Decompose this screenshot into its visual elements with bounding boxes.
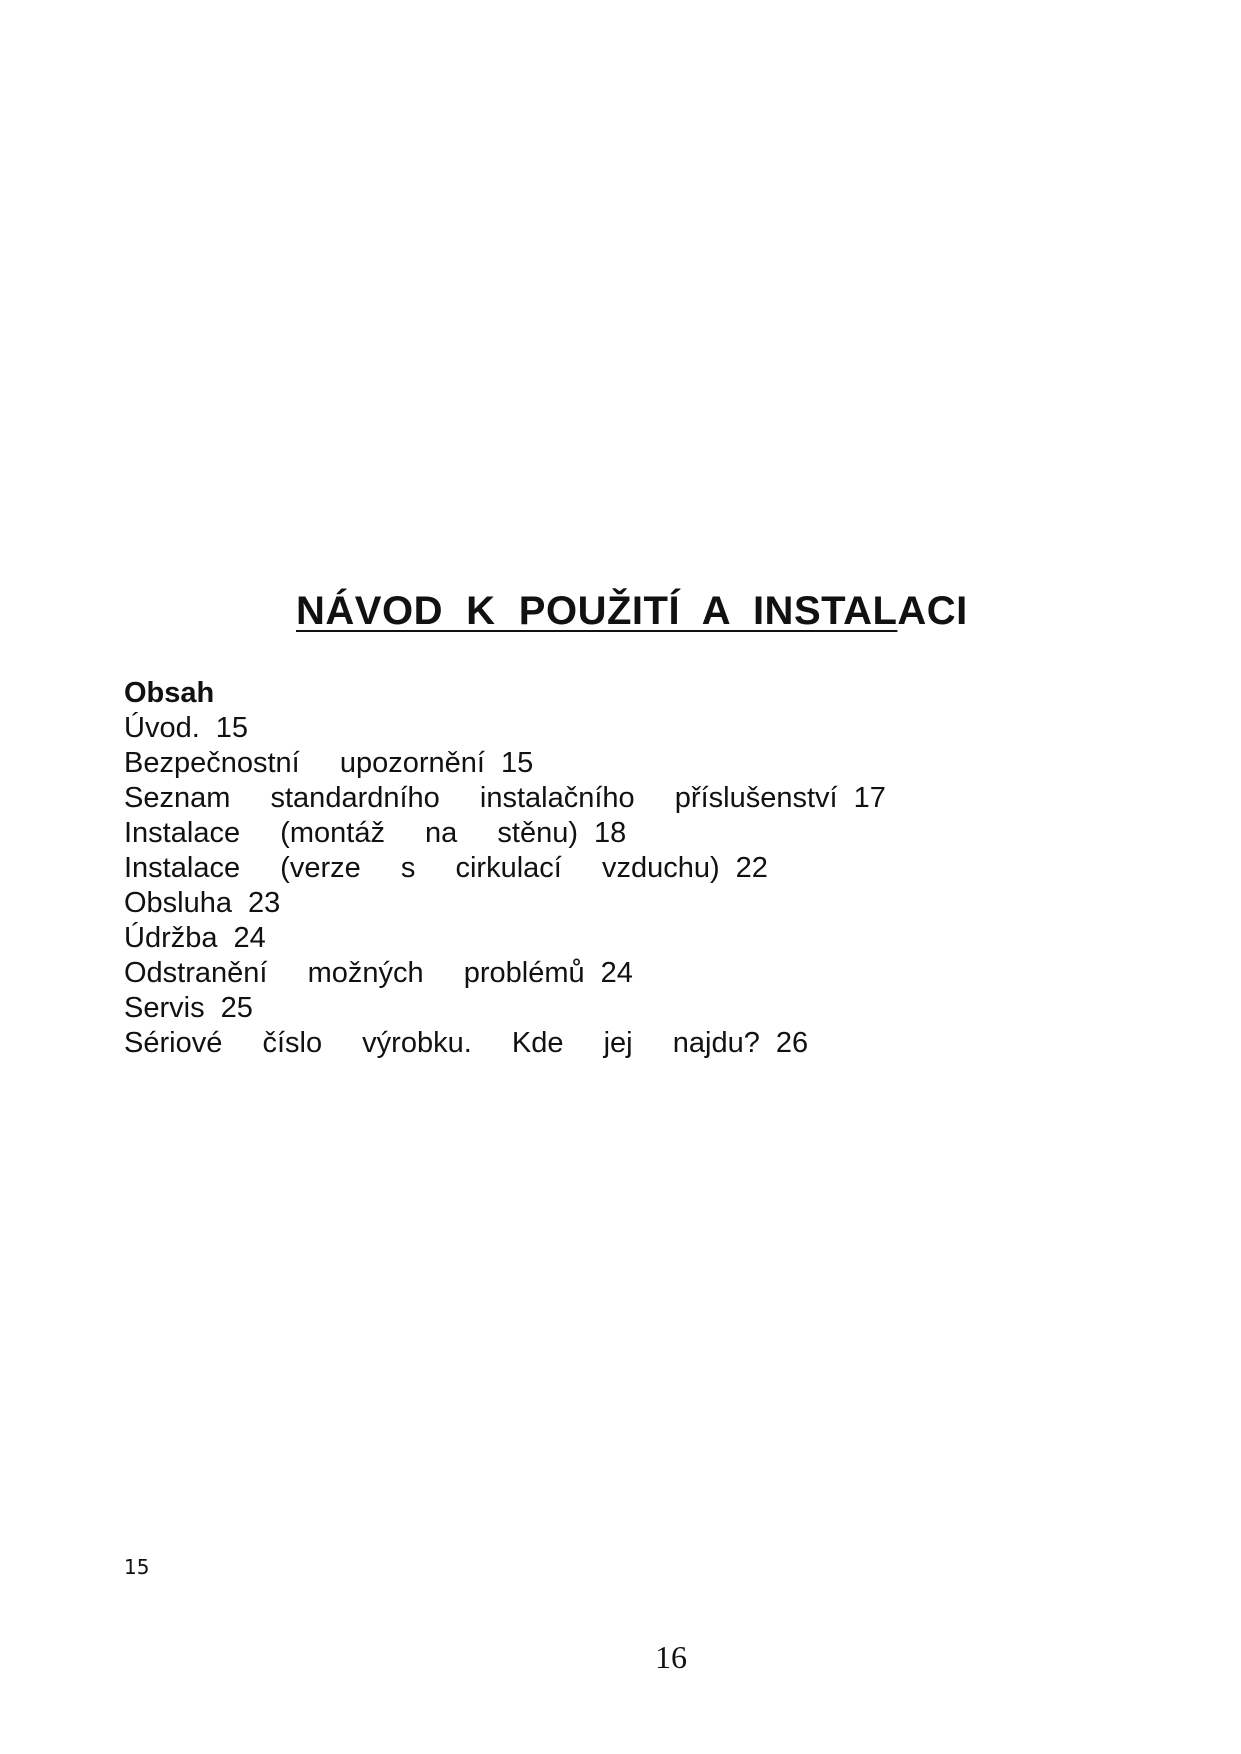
toc-item-label: Instalace (montáž na stěnu) bbox=[124, 817, 579, 849]
toc-item-page: 17 bbox=[853, 782, 886, 814]
toc-item-page: 24 bbox=[233, 922, 266, 954]
toc-item-page: 24 bbox=[600, 957, 633, 989]
toc-item-page: 22 bbox=[735, 852, 768, 884]
toc-item-label: Sériové číslo výrobku. Kde jej najdu? bbox=[124, 1027, 760, 1059]
toc-item bbox=[124, 816, 886, 851]
toc-item bbox=[124, 991, 886, 1026]
toc-item bbox=[124, 886, 886, 921]
toc-item bbox=[124, 956, 886, 991]
toc-item-label: Seznam standardního instalačního příslušenství bbox=[124, 782, 838, 814]
toc-item-label: Obsluha bbox=[124, 887, 233, 919]
toc-item bbox=[124, 781, 886, 816]
toc-item-label: Servis bbox=[124, 992, 205, 1024]
toc-item-page: 26 bbox=[775, 1027, 809, 1059]
toc-item-page: 23 bbox=[248, 887, 281, 919]
toc-item bbox=[124, 1026, 886, 1061]
page-title bbox=[296, 587, 968, 635]
toc-item-label: Úvod. bbox=[124, 712, 200, 744]
toc-item bbox=[124, 746, 886, 781]
toc-item-label: Bezpečnostní upozornění bbox=[124, 747, 485, 779]
page-number: 16 bbox=[655, 1639, 687, 1675]
toc-list bbox=[124, 711, 886, 1061]
toc-item-label: Odstranění možných problémů bbox=[124, 957, 585, 989]
toc-item bbox=[124, 711, 886, 746]
toc-item-page: 15 bbox=[500, 747, 534, 779]
toc-item bbox=[124, 851, 886, 886]
toc-item-page: 25 bbox=[220, 992, 253, 1024]
toc-item-page: 15 bbox=[215, 712, 249, 744]
toc-item-page: 18 bbox=[594, 817, 627, 849]
footer-small-number: 15 bbox=[124, 1555, 150, 1579]
toc-item bbox=[124, 921, 886, 956]
toc-item-label: Instalace (verze s cirkulací vzduchu) bbox=[124, 852, 720, 884]
page-title-rest: ACI bbox=[897, 588, 968, 633]
table-of-contents bbox=[124, 676, 886, 1061]
toc-item-label: Údržba bbox=[124, 922, 218, 954]
toc-heading: Obsah bbox=[124, 677, 215, 709]
page-title-underlined: NÁVOD K POUŽITÍ A INSTAL bbox=[296, 588, 898, 633]
